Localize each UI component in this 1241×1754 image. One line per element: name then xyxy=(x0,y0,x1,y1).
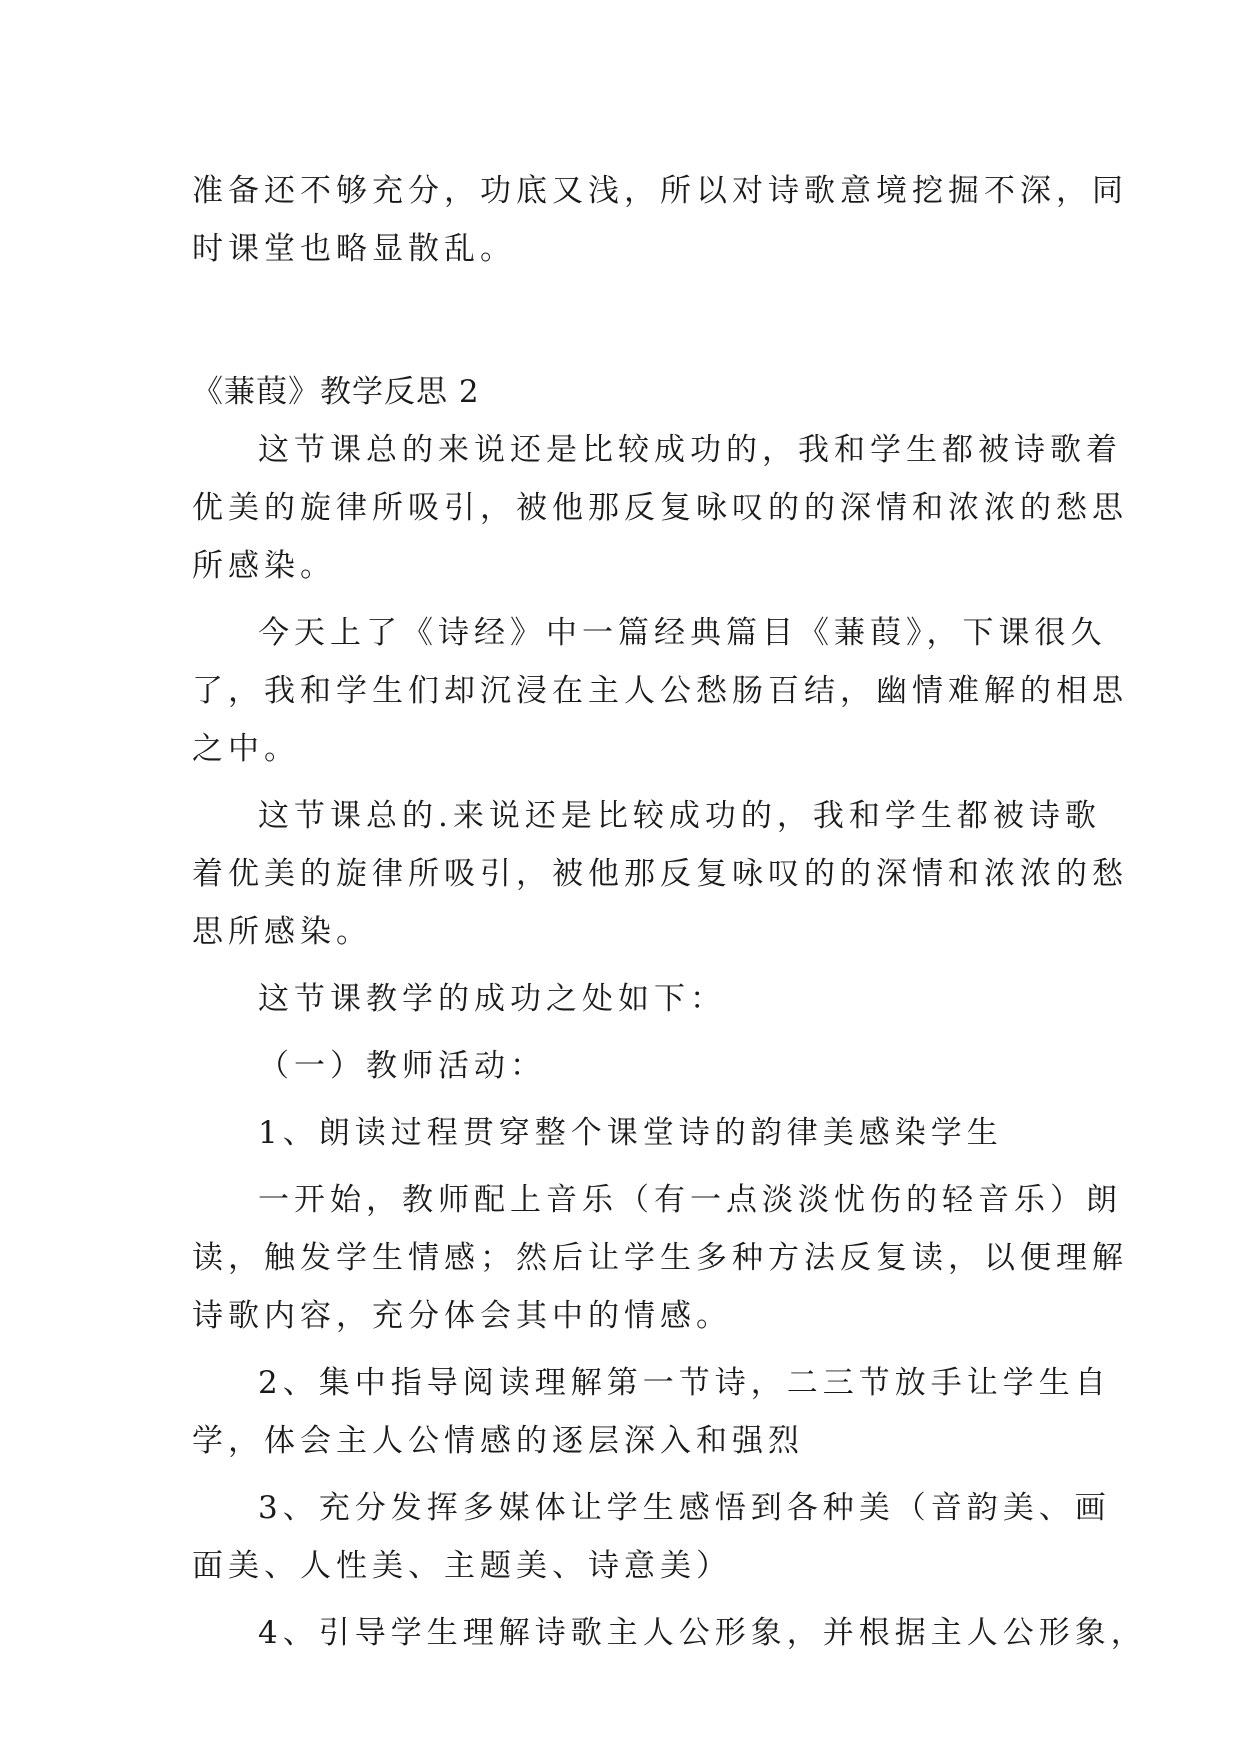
text-line: 这节课总的.来说还是比较成功的，我和学生都被诗歌 xyxy=(258,798,1101,834)
paragraph xyxy=(192,1104,1054,1162)
text-line: 面美、人性美、主题美、诗意美） xyxy=(192,1548,732,1584)
text-line: 之中。 xyxy=(192,731,300,767)
intro-paragraph xyxy=(192,162,1128,278)
text-line: 着优美的旋律所吸引，被他那反复咏叹的的深情和浓浓的愁 xyxy=(192,856,1128,892)
text-line: 诗歌内容，充分体会其中的情感。 xyxy=(192,1298,732,1334)
paragraph xyxy=(192,604,1128,778)
text-line: 4、引导学生理解诗歌主人公形象，并根据主人公形象， xyxy=(258,1615,1147,1651)
text-line: 1、朗读过程贯穿整个课堂诗的韵律美感染学生 xyxy=(258,1115,1003,1151)
text-line: （一）教师活动： xyxy=(258,1048,546,1084)
paragraph xyxy=(192,421,1128,595)
document-body xyxy=(192,162,1147,1671)
text-line: 读，触发学生情感；然后让学生多种方法反复读，以便理解 xyxy=(192,1240,1128,1276)
text-line: 2、集中指导阅读理解第一节诗，二三节放手让学生自 xyxy=(258,1365,1111,1401)
text-line: 思所感染。 xyxy=(192,914,372,950)
text-line: 这节课总的来说还是比较成功的，我和学生都被诗歌着 xyxy=(258,432,1122,468)
paragraph xyxy=(192,787,1128,961)
text-line: 3、充分发挥多媒体让学生感悟到各种美（音韵美、画 xyxy=(258,1490,1111,1526)
paragraph xyxy=(192,970,1054,1028)
text-line: 优美的旋律所吸引，被他那反复咏叹的的深情和浓浓的愁思 xyxy=(192,490,1128,526)
text-line: 今天上了《诗经》中一篇经典篇目《蒹葭》，下课很久 xyxy=(258,615,1107,651)
text-line: 时课堂也略显散乱。 xyxy=(192,231,516,267)
text-line: 所感染。 xyxy=(192,548,336,584)
text-line: 学，体会主人公情感的逐层深入和强烈 xyxy=(192,1423,804,1459)
paragraph xyxy=(192,1171,1128,1345)
paragraph xyxy=(192,1479,1111,1595)
text-line: 这节课教学的成功之处如下： xyxy=(258,981,726,1017)
paragraph xyxy=(192,1354,1111,1470)
paragraph xyxy=(192,1604,1147,1662)
section-title: 《蒹葭》教学反思 2 xyxy=(192,374,480,410)
section-spacer xyxy=(192,287,1054,363)
paragraph xyxy=(192,1037,1054,1095)
text-line: 一开始，教师配上音乐（有一点淡淡忧伤的轻音乐）朗 xyxy=(258,1182,1122,1218)
text-line: 准备还不够充分，功底又浅，所以对诗歌意境挖掘不深，同 xyxy=(192,173,1128,209)
text-line: 了，我和学生们却沉浸在主人公愁肠百结，幽情难解的相思 xyxy=(192,673,1128,709)
